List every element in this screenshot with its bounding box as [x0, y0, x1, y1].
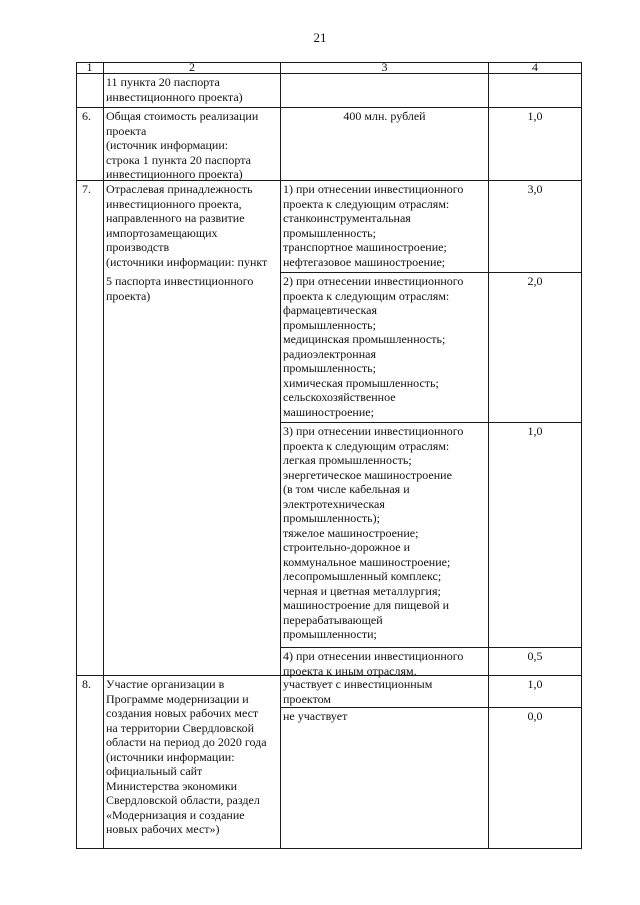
row-8-condition-2: не участвует [283, 709, 348, 723]
table-line [280, 272, 582, 273]
header-col-3: 3 [381, 60, 388, 74]
continued-criterion: 11 пункта 20 паспорта инвестиционного проекта) [106, 75, 243, 104]
table-line [76, 848, 582, 849]
row-8-number: 8. [82, 677, 91, 691]
table-line [280, 707, 582, 708]
criteria-table [76, 62, 582, 848]
page-number: 21 [313, 30, 327, 45]
table-line [280, 422, 582, 423]
row-8-condition-1: участвует с инвестиционным проектом [283, 677, 433, 706]
row-8-score-2: 0,0 [527, 709, 543, 723]
row-6-score: 1,0 [527, 109, 543, 123]
table-line [280, 62, 281, 849]
row-8-criterion: Участие организации в Программе модернизации и создания новых рабочих мест на территории Свердловской области на период до 2020 года (источники информации: официальный сайт Министерства экономики Свердловской области, раздел «Модернизация и создание новых рабочих мест») [106, 677, 267, 836]
row-7-condition-3: 3) при отнесении инвестиционного проекта к следующим отраслям: легкая промышленность; энергетическое машиностроение (в том числе кабельная и электротехническая промышленность); тяжелое машиностроение; строительно-дорожное и коммунальное машиностроение; лесопромышленный комплекс; черная и цветная металлургия; машиностроение для пищевой и перерабатывающей промышленности; [283, 424, 464, 641]
row-6-number: 6. [82, 109, 91, 123]
row-7-condition-4: 4) при отнесении инвестиционного проекта к иным отраслям. [283, 649, 464, 678]
row-6-criterion: Общая стоимость реализации проекта (источник информации: строка 1 пункта 20 паспорта инвестиционного проекта) [106, 109, 259, 181]
row-7-condition-1: 1) при отнесении инвестиционного проекта к следующим отраслям: станкоинструментальная промышленность; транспортное машиностроение; нефтегазовое машиностроение; [283, 182, 464, 269]
table-line [488, 62, 489, 849]
table-line [76, 62, 77, 849]
row-7-score-3: 1,0 [527, 424, 543, 438]
table-line [280, 647, 582, 648]
table-line [581, 62, 582, 849]
row-7-score-4: 0,5 [527, 649, 543, 663]
row-8-score-1: 1,0 [527, 677, 543, 691]
row-7-number: 7. [82, 182, 91, 196]
header-col-1: 1 [86, 60, 93, 74]
row-6-condition: 400 млн. рублей [343, 109, 426, 123]
row-7-score-1: 3,0 [527, 182, 543, 196]
table-line [103, 62, 104, 849]
row-7-score-2: 2,0 [527, 274, 543, 288]
row-7-criterion-part1: Отраслевая принадлежность инвестиционного проекта, направленного на развитие импортозамещающих производств (источники информации: пункт [106, 182, 268, 269]
row-7-criterion-part2: 5 паспорта инвестиционного проекта) [106, 274, 254, 303]
row-7-condition-2: 2) при отнесении инвестиционного проекта к следующим отраслям: фармацевтическая промышленность; медицинская промышленность; радиоэлектронная промышленность; химическая промышленность; сельскохозяйственное машиностроение; [283, 274, 464, 419]
table-line [76, 107, 582, 108]
header-col-2: 2 [189, 60, 195, 74]
header-col-4: 4 [532, 60, 538, 74]
